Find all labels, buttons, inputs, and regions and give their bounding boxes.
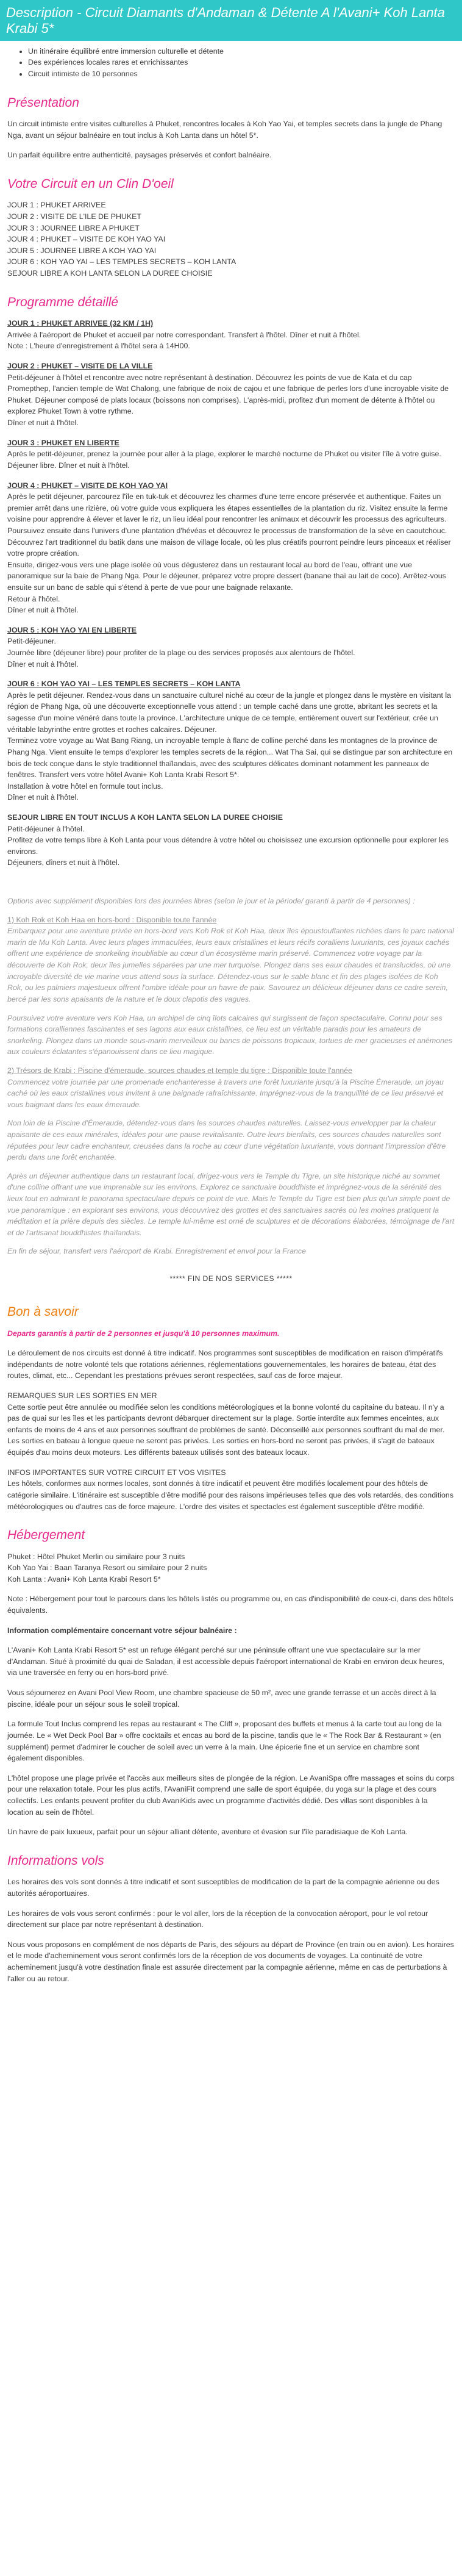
day-block [7, 480, 455, 616]
day-text: Ensuite, dirigez-vous vers une plage isolée où vous dégusterez dans un restaurant local au bord de l'eau, offrant une vue panoramique sur la baie de Phang Nga. Pour le déjeuner, préparez votre propre dessert (banane thaï au lait de coco). Arrêtez-vous ensuite sur un banc de sable qui s'étend à perte de vue pour une baignade relaxante. [7, 560, 446, 592]
option-text: Poursuivez votre aventure vers Koh Haa, un archipel de cinq îlots calcaires qui surgissent de façon spectaculaire. Connu pour ses formations coralliennes fascinantes et ses lagons aux eaux cristallines, ce lieu est un véritable paradis pour les amateurs de snorkeling. Plongez dans un monde sous-marin merveilleux ou bancs de poissons tropicaux, tortues de mer gracieuses et anémones aux couleurs éclatantes s'épanouissent dans ce lieu magique. [7, 1013, 453, 1057]
day-block [7, 437, 455, 472]
glance-item: JOUR 3 : JOURNEE LIBRE A PHUKET [7, 223, 140, 232]
day-block [7, 678, 455, 803]
day-text: Dîner et nuit à l'hôtel. [7, 606, 79, 615]
vols-heading: Informations vols [7, 1853, 104, 1868]
day-block [7, 625, 455, 670]
hebergement-text: La formule Tout Inclus comprend les repas au restaurant « The Cliff », proposant des buffets et menus à la carte tout au long de la journée. Le « Wet Deck Pool Bar » offre cocktails et encas au bord de la piscine, tandis que le « The Rock Bar & Restaurant » (en supplément) permet d'admirer le coucher de soleil avec un verre à la main. Une épicerie fine et un service en chambre sont également disponibles. [7, 1720, 442, 1763]
sea-remarks [7, 1390, 455, 1458]
day-text: Dîner et nuit à l'hôtel. [7, 659, 79, 669]
hebergement-text: L'hôtel propose une plage privée et l'accès aux meilleurs sites de plongée de la région. Le AvaniSpa offre massages et soins du corps pour une relaxation totale. Pour les plus actifs, l'AvaniFit comprend une salle de sport équipée, du yoga sur la plage et des cours collectifs. Les enfants peuvent profiter du club AvaniKids avec un programme d'activités dédié. Des villas sont disponibles à la location au sein de l'hôtel. [7, 1773, 455, 1817]
option-text: Non loin de la Piscine d'Émeraude, détendez-vous dans les sources chaudes naturelles. Laissez-vous envelopper par la chaleur apaisante de ces eaux minérales, idéales pour une pause revitalisante. Outre leurs bienfaits, ces sources chaudes naturelles sont réputées pour leur cadre enchanteur, creusées dans la roche au cœur d'une végétation luxuriante, vous donnant l'impression d'être perdu dans une forêt enchantée. [7, 1119, 446, 1162]
day-block [7, 812, 455, 869]
presentation-heading: Présentation [7, 95, 79, 110]
vols-text: Nous vous proposons en complément de nos départs de Paris, des séjours au départ de Province (en train ou en avion). Les horaires et le mode d'acheminement vous seront confirmés lors de la réception de vos documents de voyages. La continuité de votre acheminement jusqu'à votre destination finale est assurée directement par la compagnie aérienne, même en cas de perturbations à l'aller ou au retour. [7, 1940, 454, 1983]
hebergement-info-title: Information complémentaire concernant votre séjour balnéaire : [7, 1626, 237, 1635]
highlight-item: • Des expériences locales rares et enrichissantes [28, 57, 455, 68]
day-text: Installation à votre hôtel en formule tout inclus. [7, 781, 163, 791]
option-text: Commencez votre journée par une promenade enchanteresse à travers une forêt luxuriante jusqu'à la Piscine Émeraude, un joyau caché où les eaux cristallines vous invitent à une baignade rafraîchissante. Imprégnez-vous de la tranquillité de ce lieu préservé et vous baignant dans les eaux émeraude. [7, 1077, 444, 1109]
day-text: Dîner et nuit à l'hôtel. [7, 418, 79, 428]
glance-item: JOUR 6 : KOH YAO YAI – LES TEMPLES SECRETS – KOH LANTA [7, 257, 236, 267]
programme-heading: Programme détaillé [7, 295, 119, 309]
hotel-item: Phuket : Hôtel Phuket Merlin ou similaire pour 3 nuits [7, 1552, 185, 1561]
day-title: JOUR 1 : PHUKET ARRIVEE (32 KM / 1H) [7, 319, 154, 328]
circuit-info [7, 1467, 455, 1512]
day-text: Après le petit-déjeuner, prenez la journée pour aller à la plage, explorer le marché nocturne de Phuket ou visiter l'île à votre guise. Déjeuner libre. Dîner et nuit à l'hôtel. [7, 450, 441, 470]
day-title: JOUR 6 : KOH YAO YAI – LES TEMPLES SECRETS – KOH LANTA [7, 680, 241, 689]
hebergement-heading: Hébergement [7, 1528, 85, 1543]
bon-heading: Bon à savoir [7, 1305, 79, 1319]
day-text: Après le petit déjeuner. Rendez-vous dans un sanctuaire culturel niché au cœur de la jungle et plongez dans le mystère en visitant la région de Phang Nga, où une découverte exceptionnelle vous attend : un temple caché dans une grotte, abritant les secrets et la sagesse d'un moine vénéré dans toute la province. L'architecture unique de ce temple, entièrement ouvert sur l'extérieur, crée un véritable labyrinthe entre grottes et roches calcaires. Déjeuner. [7, 691, 452, 734]
highlight-item: • Circuit intimiste de 10 personnes [28, 68, 455, 80]
day-title: JOUR 4 : PHUKET – VISITE DE KOH YAO YAI [7, 481, 168, 490]
glance-item: SEJOUR LIBRE A KOH LANTA SELON LA DUREE CHOISIE [7, 269, 213, 278]
glance-heading: Votre Circuit en un Clin D'oeil [7, 176, 174, 191]
highlights-list [7, 46, 455, 80]
day-text: Dîner et nuit à l'hôtel. [7, 793, 79, 802]
day-block [7, 318, 455, 352]
sea-remarks-text: Cette sortie peut être annulée ou modifiée selon les conditions météorologiques et la bonne volonté du capitaine du bateau. Il n'y a pas de quai sur les îles et les participants devront débarquer directement sur la plage. Sortie interdite aux femmes enceintes, aux enfants de moins de 4 ans et aux personnes souffrant de problèmes de santé. Déconseillé aux personnes souffrant du mal de mer. Les sorties en bateau à longue queue ne seront pas privées. Les sorties en hors-bord ne seront pas privées, il s'agit de bateaux équipés d'au moins deux moteurs. Les différents bateaux utilisés sont des bateaux locaux. [7, 1402, 445, 1457]
hotel-item: Koh Yao Yai : Baan Taranya Resort ou similaire pour 2 nuits [7, 1563, 207, 1573]
day-text: Journée libre (déjeuner libre) pour profiter de la plage ou des services proposés aux alentours de l'hôtel. [7, 648, 355, 658]
circuit-info-title: INFOS IMPORTANTES SUR VOTRE CIRCUIT ET VOS VISITES [7, 1468, 226, 1477]
day-text: Déjeuners, dîners et nuit à l'hôtel. [7, 858, 120, 867]
day-text: Petit-déjeuner à l'hôtel et rencontre avec notre représentant à destination. Découvrez les points de vue de Kata et du cap Promepthep, l'ancien temple de Wat Chalong, une fabrique de noix de cajou et une fabrique de perles lors d'une incroyable visite de Phuket. Déjeuner composé de plats locaux (boissons non comprises). L'après-midi, profitez d'un moment de détente à l'hôtel ou explorez Phuket Town à votre rythme. [7, 373, 449, 416]
day-title: SEJOUR LIBRE EN TOUT INCLUS A KOH LANTA SELON LA DUREE CHOISIE [7, 813, 283, 822]
circuit-info-text: Les hôtels, conformes aux normes locales, sont donnés à titre indicatif et peuvent être modifiés localement pour des hôtels de catégorie similaire. L'itinéraire est susceptible d'être modifié pour des raisons impérieuses telles que des vols retardés, des conditions météorologiques ou d'autres cas de force majeure. L'ordre des visites et spectacles est également susceptible d'être modifié. [7, 1479, 454, 1511]
day-title: JOUR 2 : PHUKET – VISITE DE LA VILLE [7, 362, 153, 371]
options-intro: Options avec supplément disponibles lors des journées libres (selon le jour et la période/ garanti à partir de 4 personnes) : [7, 897, 415, 906]
end-of-services: ***** FIN DE NOS SERVICES ***** [169, 1274, 293, 1283]
hebergement-note: Note : Hébergement pour tout le parcours dans les hôtels listés ou programme ou, en cas d'indisponibilité de ceux-ci, dans des hôtels équivalents. [7, 1595, 453, 1615]
day-text: Après le petit déjeuner, parcourez l'île en tuk-tuk et découvrez les charmes d'une terre encore préservée et authentique. Faites un premier arrêt dans une rizière, où votre guide vous expliquera les étapes essentielles de la plantation du riz. Visitez ensuite la ferme voisine pour apprendre à élever et laver le riz, un lieu idéal pour rencontrer les animaux et découvrir les processus des agriculteurs. Poursuivez ensuite dans l'univers d'une plantation d'hévéas et découvrez le processus de transformation de la sève en caoutchouc. Découvrez l'art traditionnel du batik dans une maison de village locale, où les plus créatifs pourront peindre leurs pinceaux et réaliser votre propre création. [7, 492, 451, 558]
glance-list [7, 199, 455, 279]
glance-item: JOUR 1 : PHUKET ARRIVEE [7, 201, 106, 210]
glance-item: JOUR 2 : VISITE DE L'ILE DE PHUKET [7, 212, 141, 221]
day-block [7, 361, 455, 429]
day-text: Profitez de votre temps libre à Koh Lanta pour vous détendre à votre hôtel ou choisissez une excursion optionnelle pour explorer les environs. [7, 836, 449, 856]
bon-text: Le déroulement de nos circuits est donné à titre indicatif. Nos programmes sont susceptibles de modification en raison d'impératifs indépendants de notre volonté tels que rotations aériennes, réglementations gouvernementales, les horaires de bateau, état des routes, climat, etc... Cependant les prestations prévues seront respectées, sauf cas de force majeur. [7, 1349, 443, 1380]
option-text: Après un déjeuner authentique dans un restaurant local, dirigez-vous vers le Temple du Tigre, un site historique niché au sommet d'une colline offrant une vue imprenable sur les environs. Explorez ce sanctuaire bouddhiste et imprégnez-vous de la sérénité des lieux tout en admirant le panorama spectaculaire depuis ce point de vue. Mais le Temple du Tigre est bien plus qu'un simple point de vue panoramique : en explorant ses environs, vous découvrirez des grottes et des sanctuaires sacrés où les moines pratiquent la méditation et la prière depuis des siècles. Le temple lui-même est orné de sculptures et de décorations élaborées, témoignage de l'art et de l'artisanat bouddhistes thaïlandais. [7, 1171, 455, 1237]
vols-text: Les horaires de vols vous seront confirmés : pour le vol aller, lors de la réception de la convocation aéroport, pour le vol retour directement sur place par notre représentant à destination. [7, 1909, 428, 1929]
day-title: JOUR 3 : PHUKET EN LIBERTE [7, 438, 119, 447]
options-section [7, 895, 455, 1257]
departs-guaranteed: Departs garantis à partir de 2 personnes et jusqu'à 10 personnes maximum. [7, 1329, 280, 1338]
day-text: Terminez votre voyage au Wat Bang Riang, un incroyable temple à flanc de colline perché dans les montagnes de la province de Phang Nga. Vient ensuite le temps d'explorer les temples secrets de la région... Wat Tha Sai, qui se distingue par son architecture en bois de teck conçue dans le style traditionnel thaïlandais, avec des sculptures délicates dominant notamment les panneaux de fenêtres. Transfert vers votre hôtel Avani+ Koh Lanta Krabi Resort 5*. [7, 736, 453, 780]
option-text: Embarquez pour une aventure privée en hors-bord vers Koh Rok et Koh Haa, deux îles époustouflantes nichées dans le parc national marin de Mu Koh Lanta. Avec leurs plages immaculées, leurs eaux cristallines et leurs récifs coralliens luxuriants, ces joyaux cachés offrent une expérience de snorkeling inoubliable au cœur d'un écosystème marin préservé. Commencez votre voyage par la découverte de Koh Rok, deux îles jumelles séparées par une mer turquoise. Plongez dans ses eaux chaudes et translucides, où une incroyable diversité de vie marine vous attend sous la surface. Détendez-vous sur le sable blanc et fin des plages isolées de Koh Rok, ou les palmiers majestueux offrent l'ombre idéale pour un havre de paix. Savourez un délicieux déjeuner dans ce cadre serein, bercé par les sons apaisants de la nature et le doux clapotis des vagues. [7, 927, 454, 1003]
hebergement-text: Vous séjournerez en Avani Pool View Room, une chambre spacieuse de 50 m², avec une grande terrasse et un accès direct à la piscine, idéale pour un séjour sous le soleil tropical. [7, 1688, 436, 1709]
day-text: Retour à l'hôtel. [7, 594, 60, 603]
title-banner [0, 0, 462, 41]
sea-remarks-title: REMARQUES SUR LES SORTIES EN MER [7, 1391, 157, 1401]
glance-item: JOUR 5 : JOURNEE LIBRE A KOH YAO YAI [7, 246, 157, 255]
day-text: Arrivée à l'aéroport de Phuket et accueil par notre correspondant. Transfert à l'hôtel. Dîner et nuit à l'hôtel. [7, 330, 361, 339]
page-title: Description - Circuit Diamants d'Andaman & Détente A l'Avani+ Koh Lanta Krabi 5* [6, 5, 445, 37]
presentation-text: Un circuit intimiste entre visites culturelles à Phuket, rencontres locales à Koh Yao Yai, et temples secrets dans la jungle de Phang Nga, avant un séjour balnéaire en tout inclus à Koh Lanta dans un hôtel 5*. [7, 120, 442, 140]
hebergement-text: Un havre de paix luxueux, parfait pour un séjour alliant détente, aventure et évasion sur l'île paradisiaque de Koh Lanta. [7, 1828, 408, 1837]
option-title: 1) Koh Rok et Koh Haa en hors-bord : Disponible toute l'année [7, 915, 217, 924]
options-end: En fin de séjour, transfert vers l'aéroport de Krabi. Enregistrement et envol pour la France [7, 1247, 306, 1256]
highlight-item: • Un itinéraire équilibré entre immersion culturelle et détente [28, 46, 455, 57]
day-text: Petit-déjeuner à l'hôtel. [7, 824, 85, 833]
day-text: Note : L'heure d'enregistrement à l'hôtel sera à 14H00. [7, 342, 190, 351]
day-title: JOUR 5 : KOH YAO YAI EN LIBERTE [7, 625, 137, 634]
hebergement-text: L'Avani+ Koh Lanta Krabi Resort 5* est un refuge élégant perché sur une péninsule offrant une vue spectaculaire sur la mer d'Andaman. Situé à proximité du quai de Saladan, il est accessible depuis l'aéroport international de Krabi en environ deux heures, via une traversée en ferry ou en hors-bord privé. [7, 1646, 444, 1677]
vols-text: Les horaires des vols sont donnés à titre indicatif et sont susceptibles de modification de la part de la compagnie aérienne ou des autorités aéroportuaires. [7, 1878, 439, 1898]
glance-item: JOUR 4 : PHUKET – VISITE DE KOH YAO YAI [7, 235, 166, 244]
option-title: 2) Trésors de Krabi : Piscine d'émeraude, sources chaudes et temple du tigre : Disponible toute l'année [7, 1066, 353, 1075]
hotel-item: Koh Lanta : Avani+ Koh Lanta Krabi Resort 5* [7, 1574, 161, 1584]
hotel-list [7, 1551, 455, 1585]
day-text: Petit-déjeuner. [7, 637, 56, 646]
presentation-text: Un parfait équilibre entre authenticité, paysages préservés et confort balnéaire. [7, 151, 272, 160]
